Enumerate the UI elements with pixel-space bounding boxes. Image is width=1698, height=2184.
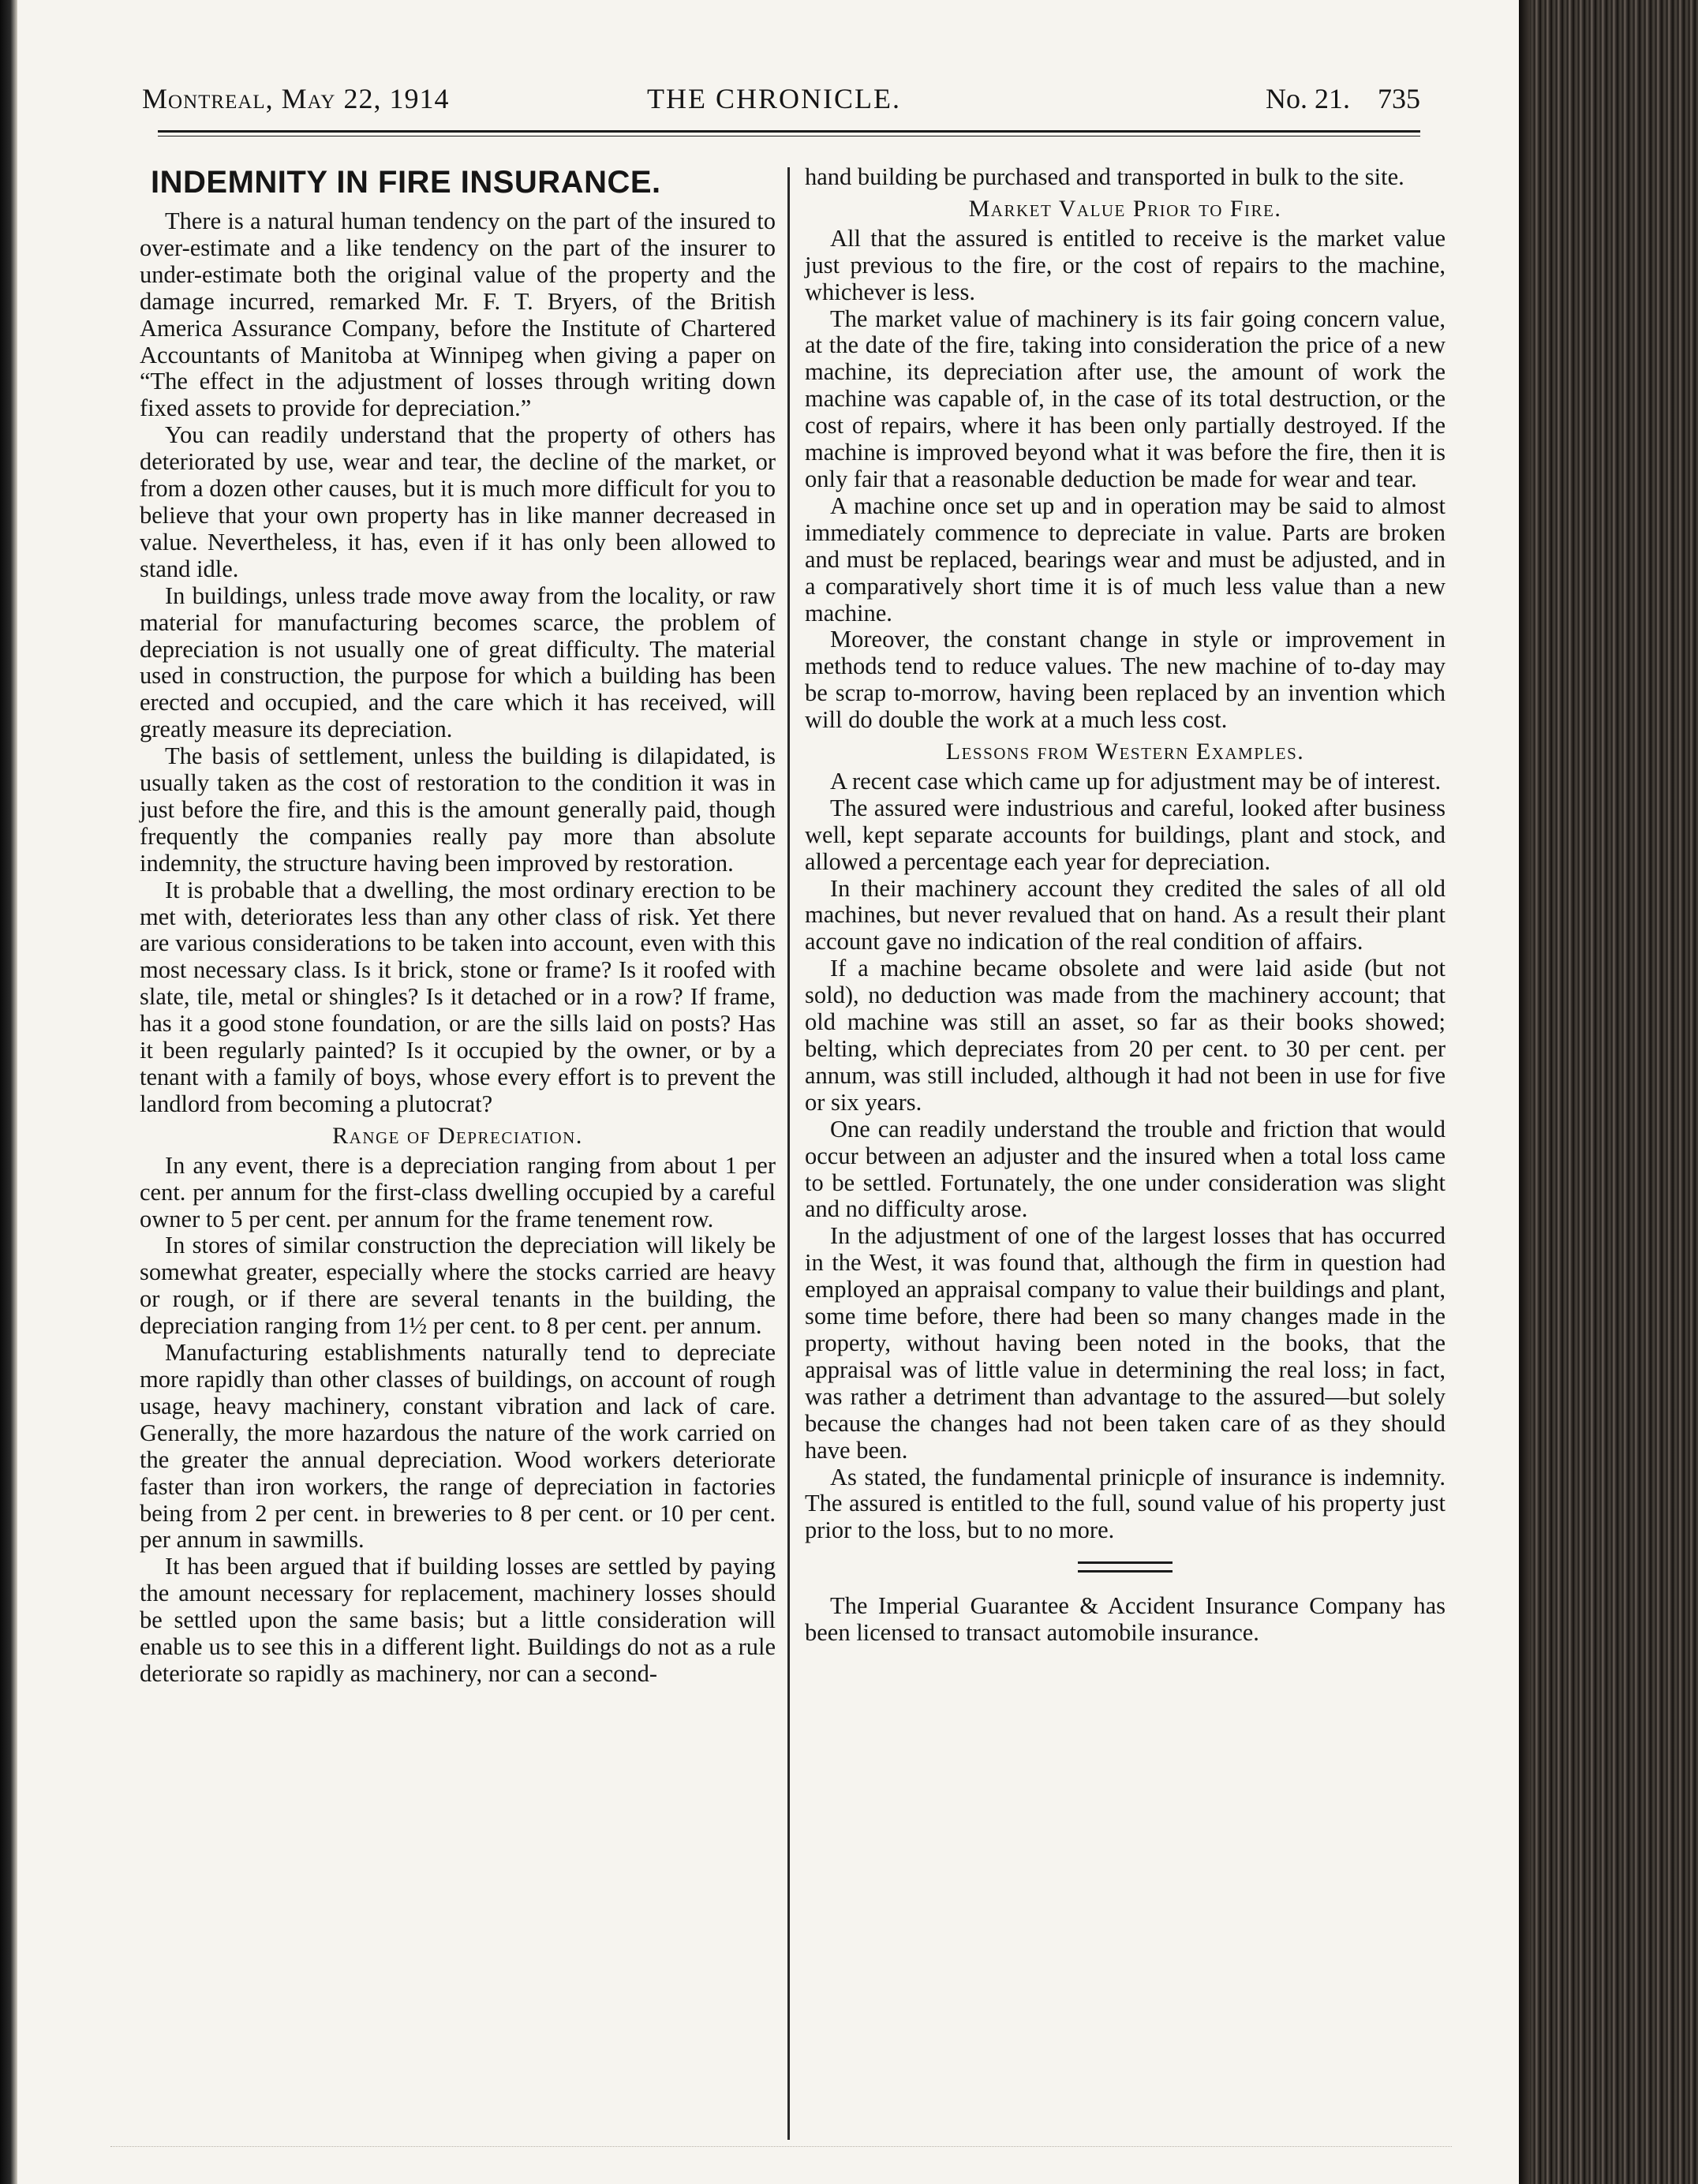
- paragraph: The basis of settlement, unless the building is dilapidated, is usually taken as the cost of restoration to the condition it was in just before the fire, and this is the amount generally paid, though frequently the companies really pay more than absolute indemnity, the structure having been improved by restoration.: [140, 742, 776, 877]
- section-rule: [1078, 1561, 1173, 1573]
- paragraph: The market value of machinery is its fair going concern value, at the date of the fire, taking into consideration the price of a new machine, its depreciation after use, the amount of work the machine was capable of, in the case of its total destruction, or the cost of repairs, where it has been only partially destroyed. If the machine is improved beyond what it was before the fire, then it is only fair that a reasonable deduction be made for wear and tear.: [805, 305, 1446, 492]
- paragraph: In any event, there is a depreciation ranging from about 1 per cent. per annum for the first-class dwelling occupied by a careful owner to 5 per cent. per annum for the frame tenement row.: [140, 1151, 776, 1232]
- paragraph: One can readily understand the trouble and friction that would occur between an adjuster and the insured when a total loss came to be settled. Fortunately, the one under consideration was slight and no difficulty arose.: [805, 1115, 1446, 1223]
- paragraph: In buildings, unless trade move away from the locality, or raw material for manufacturing becomes scarce, the problem of depreciation is not usually one of great difficulty. The material used in construction, the purpose for which a building has been erected and occupied, and the care which it has received, will greatly measure its depreciation.: [140, 582, 776, 743]
- paragraph-continuation: hand building be purchased and transported in bulk to the site.: [805, 163, 1404, 190]
- paragraph: In stores of similar construction the depreciation will likely be somewhat greater, especially where the stocks carried are heavy or rough, or if there are several tenants in the building, the depreciation ranging from 1½ per cent. to 8 per cent. per annum.: [140, 1232, 776, 1340]
- paragraph: There is a natural human tendency on the part of the insured to over-estimate and a like tendency on the part of the insurer to under-estimate both the original value of the property and the damage incurred, remarked Mr. F. T. Bryers, of the British America Assurance Company, before the Institute of Chartered Accountants of Manitoba at Winnipeg when giving a paper on “The effect in the adjustment of losses through writing down fixed assets to provide for depreciation.”: [140, 208, 776, 422]
- publication-title: THE CHRONICLE.: [647, 83, 901, 114]
- page-shadow-edge: [0, 0, 17, 2184]
- paragraph: Moreover, the constant change in style or improvement in methods tend to reduce values. The new machine of to-day may be scrap to-morrow, having been replaced by an invention which will do double the work at a much less cost.: [805, 626, 1446, 734]
- left-column: [140, 164, 776, 1688]
- paragraph: A machine once set up and in operation may be said to almost immediately commence to depreciate in value. Parts are broken and must be replaced, bearings wear and must be adjusted, and in a comparatively short time it is of much less value than a new machine.: [805, 492, 1446, 626]
- article-headline: INDEMNITY IN FIRE INSURANCE.: [151, 165, 661, 200]
- book-binding-edge: [1519, 0, 1698, 2184]
- paragraph: You can readily understand that the property of others has deteriorated by use, wear and tear, the decline of the market, or from a dozen other causes, but it is much more difficult for you to believe that your own property has in like manner decreased in value. Nevertheless, it has, even if it has only been allowed to stand idle.: [140, 421, 776, 582]
- header-rule: [158, 130, 1420, 136]
- page-number: 735: [1378, 83, 1420, 114]
- paragraph: All that the assured is entitled to receive is the market value just previous to the fire, or the cost of repairs to the machine, whichever is less.: [805, 224, 1446, 305]
- paragraph: In the adjustment of one of the largest losses that has occurred in the West, it was found that, although the firm in question had employed an appraisal company to value their buildings and plant, some time before, there had been so many changes made in the property, without having been noted in the books, that the appraisal was of little value in determining the real loss; in fact, was rather a detriment than advantage to the assured—but solely because the changes had not been taken care of as they should have been.: [805, 1222, 1446, 1464]
- dateline: Montreal, May 22, 1914: [142, 83, 450, 114]
- paragraph: As stated, the fundamental prinicple of insurance is indemnity. The assured is entitled to the full, sound value of his property just prior to the loss, but to no more.: [805, 1463, 1446, 1544]
- paragraph: Manufacturing establishments naturally tend to depreciate more rapidly than other classes of buildings, on account of rough usage, heavy machinery, constant vibration and lack of care. Generally, the more hazardous the nature of the work carried on the greater the annual depreciation. Wood workers deteriorate faster than iron workers, the range of depreciation in factories being from 2 per cent. in breweries to 8 per cent. or 10 per cent. per annum in sawmills.: [140, 1339, 776, 1554]
- issue-info: [1245, 82, 1420, 115]
- subhead-market-value: Market Value Prior to Fire.: [968, 195, 1282, 222]
- news-item: The Imperial Guarantee & Accident Insurance Company has been licensed to transact automobile insurance.: [805, 1592, 1446, 1647]
- running-header: [142, 82, 1420, 129]
- paragraph: If a machine became obsolete and were laid aside (but not sold), no deduction was made from the machinery account; that old machine was still an asset, so far as their books showed; belting, which depreciates from 20 per cent. to 30 per cent. per annum, was still included, although it had not been in use for five or six years.: [805, 955, 1446, 1116]
- bottom-edge: [110, 2146, 1452, 2153]
- right-column: [805, 164, 1446, 1647]
- paragraph: In their machinery account they credited the sales of all old machines, but never revalued that on hand. As a result their plant account gave no indication of the real condition of affairs.: [805, 874, 1446, 956]
- paragraph: The assured were industrious and careful, looked after business well, kept separate accounts for buildings, plant and stock, and allowed a percentage each year for depreciation.: [805, 794, 1446, 875]
- paragraph: It is probable that a dwelling, the most ordinary erection to be met with, deteriorates less than any other class of risk. Yet there are various considerations to be taken into account, even with this most necessary class. Is it brick, stone or frame? Is it roofed with slate, tile, metal or shingles? Is it detached or in a row? If frame, has it a good stone foundation, or are the sills laid on posts? Has it been regularly painted? Is it occupied by the owner, or by a tenant with a family of boys, whose every effort is to prevent the landlord from becoming a plutocrat?: [140, 876, 776, 1117]
- column-divider: [787, 167, 790, 2140]
- paragraph: A recent case which came up for adjustment may be of interest.: [830, 767, 1442, 795]
- paragraph: It has been argued that if building losses are settled by paying the amount necessary for replacement, machinery losses should be settled upon the same basis; but a little consideration will enable us to see this in a different light. Buildings do not as a rule deteriorate so rapidly as machinery, nor can a second-: [140, 1553, 776, 1687]
- issue-number: No. 21.: [1266, 83, 1350, 114]
- subhead-range-of-depreciation: Range of Depreciation.: [332, 1122, 583, 1149]
- subhead-western-examples: Lessons from Western Examples.: [945, 739, 1305, 765]
